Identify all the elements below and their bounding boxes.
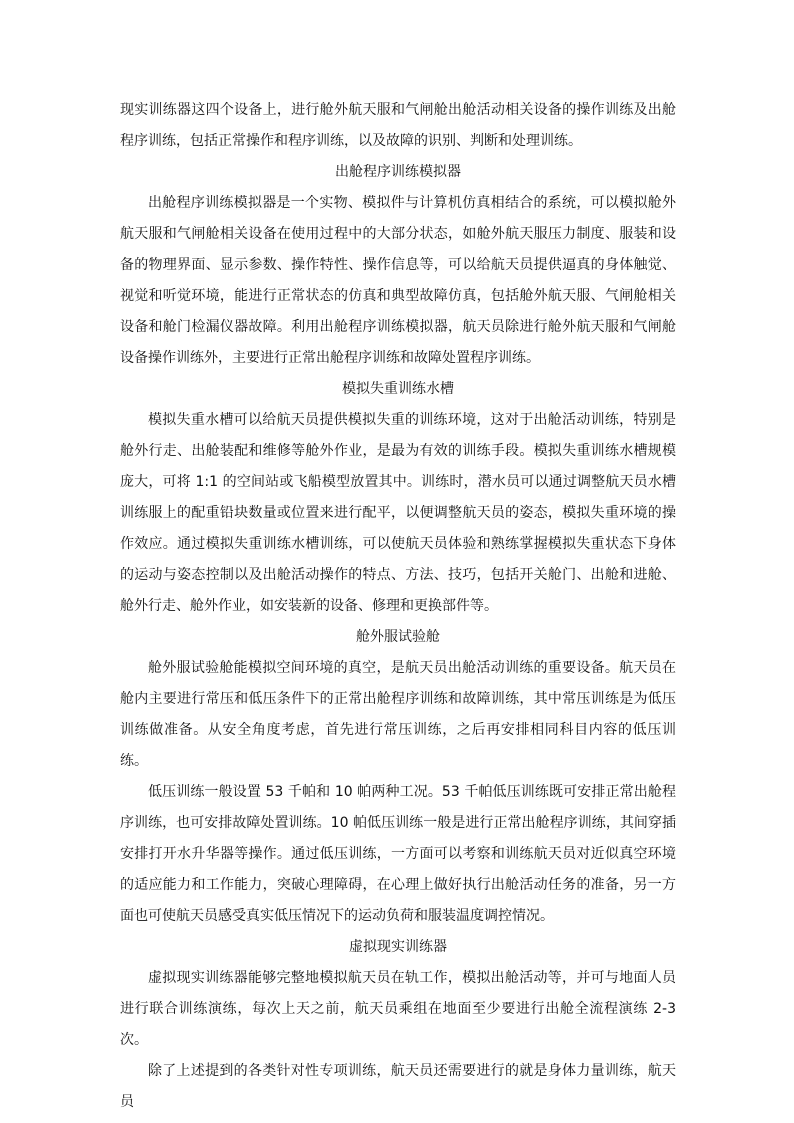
section-title-neutral-buoyancy-tank: 模拟失重训练水槽 (342, 381, 454, 397)
paragraph-eva-suit-test-chamber: 舱外服试验舱能模拟空间环境的真空，是航天员出舱活动训练的重要设备。航天员在舱内主要进行常压和低压条件下的正常出舱程序训练和故障训练，其中常压训练是为低压训练做准备。从安全角度考虑，首先进行常压训练，之后再安排相同科目内容的低压训练。 (120, 660, 676, 769)
section-title-eva-procedure-simulator: 出舱程序训练模拟器 (335, 164, 461, 180)
paragraph-low-pressure-training: 低压训练一般设置 53 千帕和 10 帕两种工况。53 千帕低压训练既可安排正常出舱程序训练，也可安排故障处置训练。10 帕低压训练一般是进行正常出舱程序训练，其间穿插安排打开水升华器等操作。通过低压训练，一方面可以考察和训练航天员对近似真空环境的适应能力和工作能力，突破心理障碍，在心理上做好执行出舱活动任务的准备，另一方面也可使航天员感受真实低压情况下的运动负荷和服装温度调控情况。 (120, 784, 676, 924)
paragraph-continuation: 现实训练器这四个设备上，进行舱外航天服和气闸舱出舱活动相关设备的操作训练及出舱程序训练，包括正常操作和程序训练，以及故障的识别、判断和处理训练。 (120, 102, 676, 149)
section-title-eva-suit-test-chamber: 舱外服试验舱 (356, 629, 440, 645)
paragraph-neutral-buoyancy-tank: 模拟失重水槽可以给航天员提供模拟失重的训练环境，这对于出舱活动训练，特别是舱外行走、出舱装配和维修等舱外作业，是最为有效的训练手段。模拟失重训练水槽规模庞大，可将 1:1 的空间站或飞船模型放置其中。训练时，潜水员可以通过调整航天员水槽训练服上的配重铅块数量或位置来进行配平，以便调整航天员的姿态，模拟失重环境的操作效应。通过模拟失重训练水槽训练，可以使航天员体验和熟练掌握模拟失重状态下身体的运动与姿态控制以及出舱活动操作的特点、方法、技巧，包括开关舱门、出舱和进舱、舱外行走、舱外作业，如安装新的设备、修理和更换部件等。 (120, 412, 676, 614)
paragraph-strength-training: 除了上述提到的各类针对性专项训练，航天员还需要进行的就是身体力量训练，航天员 (120, 1063, 676, 1110)
document-body (120, 95, 676, 1118)
section-title-vr-trainer: 虚拟现实训练器 (349, 939, 447, 955)
paragraph-vr-trainer: 虚拟现实训练器能够完整地模拟航天员在轨工作，模拟出舱活动等，并可与地面人员进行联合训练演练，每次上天之前，航天员乘组在地面至少要进行出舱全流程演练 2-3 次。 (120, 970, 676, 1048)
paragraph-eva-procedure-simulator: 出舱程序训练模拟器是一个实物、模拟件与计算机仿真相结合的系统，可以模拟舱外航天服和气闸舱相关设备在使用过程中的大部分状态，如舱外航天服压力制度、服装和设备的物理界面、显示参数、操作特性、操作信息等，可以给航天员提供逼真的身体触觉、视觉和听觉环境，能进行正常状态的仿真和典型故障仿真，包括舱外航天服、气闸舱相关设备和舱门检漏仪器故障。利用出舱程序训练模拟器，航天员除进行舱外航天服和气闸舱设备操作训练外，主要进行正常出舱程序训练和故障处置程序训练。 (120, 195, 676, 366)
